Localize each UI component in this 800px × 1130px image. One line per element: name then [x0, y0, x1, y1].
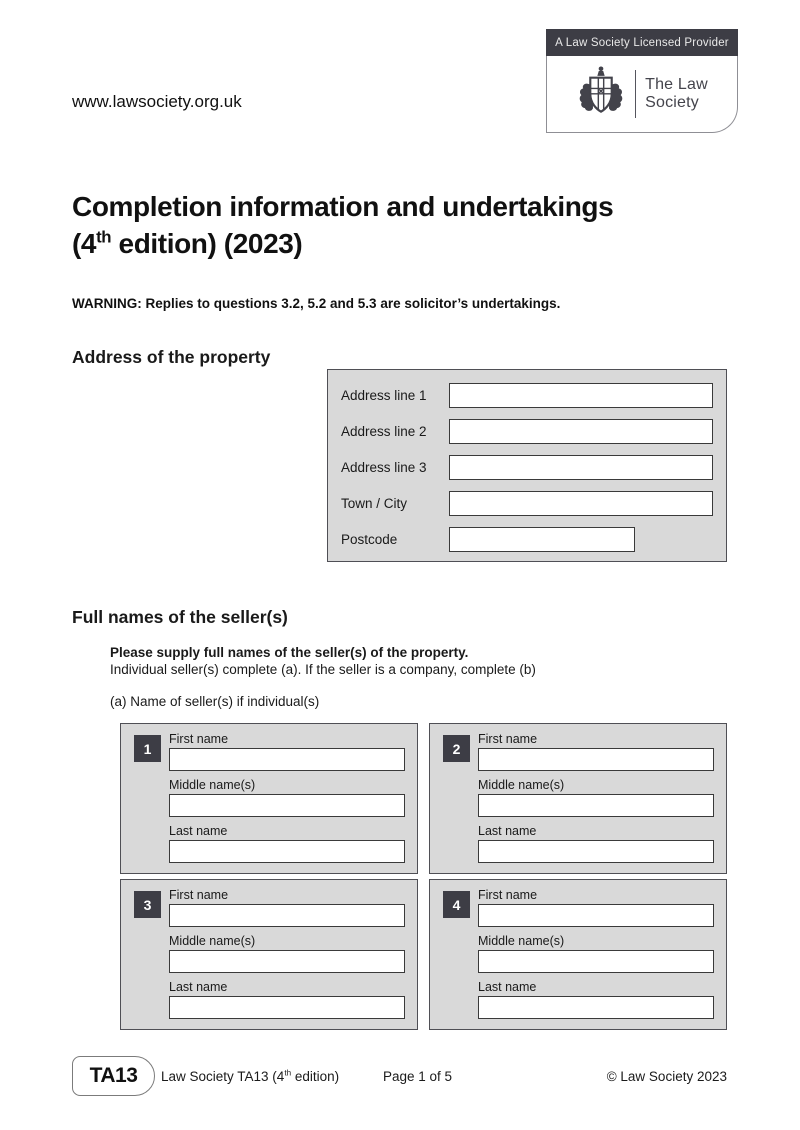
copyright-notice: © Law Society 2023 [606, 1069, 727, 1084]
middle-names-label: Middle name(s) [478, 778, 565, 792]
law-society-logo [546, 29, 738, 133]
page-title: Completion information and undertakings (4th edition) (2023) [72, 191, 614, 259]
first-name-label: First name [169, 732, 229, 746]
last-name-label: Last name [169, 980, 228, 994]
first-name-label: First name [478, 888, 538, 902]
address-row [341, 491, 713, 516]
address-line-2-input[interactable] [449, 419, 713, 444]
address-row [341, 527, 713, 552]
seller-1-last-name-input[interactable] [169, 840, 405, 863]
law-society-wordmark: The Law Society [645, 76, 708, 111]
first-name-label: First name [169, 888, 229, 902]
sellers-instruction-normal: Individual seller(s) complete (a). If the seller is a company, complete (b) [110, 662, 536, 677]
law-society-crest-icon [576, 64, 626, 125]
sellers-section-heading: Full names of the seller(s) [72, 607, 288, 627]
seller-1-middle-names-input[interactable] [169, 794, 405, 817]
footer-document-label: Law Society TA13 (4th edition) [161, 1068, 340, 1084]
seller-4-last-name-input[interactable] [478, 996, 714, 1019]
seller-number-badge: 3 [134, 891, 161, 918]
seller-2-first-name-input[interactable] [478, 748, 714, 771]
seller-number-badge: 4 [443, 891, 470, 918]
town-city-label: Town / City [341, 496, 408, 511]
licensed-provider-banner: A Law Society Licensed Provider [546, 29, 738, 56]
form-code-badge: TA13 [72, 1056, 155, 1096]
first-name-label: First name [478, 732, 538, 746]
seller-3-last-name-input[interactable] [169, 996, 405, 1019]
seller-4-first-name-input[interactable] [478, 904, 714, 927]
address-panel [327, 369, 727, 562]
page-number: Page 1 of 5 [383, 1069, 453, 1084]
address-line-3-label: Address line 3 [341, 460, 427, 475]
address-row [341, 419, 713, 444]
seller-boxes-grid [120, 723, 727, 1030]
address-line-1-input[interactable] [449, 383, 713, 408]
postcode-label: Postcode [341, 532, 398, 547]
seller-2-middle-names-input[interactable] [478, 794, 714, 817]
address-line-3-input[interactable] [449, 455, 713, 480]
seller-box-3 [120, 879, 418, 1030]
logo-divider [635, 70, 636, 118]
address-row [341, 383, 713, 408]
sellers-instructions [110, 644, 536, 678]
warning-text: WARNING: Replies to questions 3.2, 5.2 and 5.3 are solicitor’s undertakings. [72, 296, 561, 311]
last-name-label: Last name [169, 824, 228, 838]
address-row [341, 455, 713, 480]
middle-names-label: Middle name(s) [478, 934, 565, 948]
postcode-input[interactable] [449, 527, 635, 552]
town-city-input[interactable] [449, 491, 713, 516]
item-a-label: (a) Name of seller(s) if individual(s) [110, 694, 320, 709]
seller-number-badge: 2 [443, 735, 470, 762]
seller-box-2 [429, 723, 727, 874]
sellers-instruction-bold: Please supply full names of the seller(s) of the property. [110, 645, 469, 660]
seller-2-last-name-input[interactable] [478, 840, 714, 863]
address-line-1-label: Address line 1 [341, 388, 427, 403]
site-url: www.lawsociety.org.uk [72, 92, 242, 111]
seller-4-middle-names-input[interactable] [478, 950, 714, 973]
seller-1-first-name-input[interactable] [169, 748, 405, 771]
seller-3-middle-names-input[interactable] [169, 950, 405, 973]
middle-names-label: Middle name(s) [169, 934, 256, 948]
address-line-2-label: Address line 2 [341, 424, 427, 439]
seller-number-badge: 1 [134, 735, 161, 762]
last-name-label: Last name [478, 980, 537, 994]
seller-box-4 [429, 879, 727, 1030]
address-section-heading: Address of the property [72, 347, 271, 367]
seller-3-first-name-input[interactable] [169, 904, 405, 927]
middle-names-label: Middle name(s) [169, 778, 256, 792]
seller-box-1 [120, 723, 418, 874]
last-name-label: Last name [478, 824, 537, 838]
